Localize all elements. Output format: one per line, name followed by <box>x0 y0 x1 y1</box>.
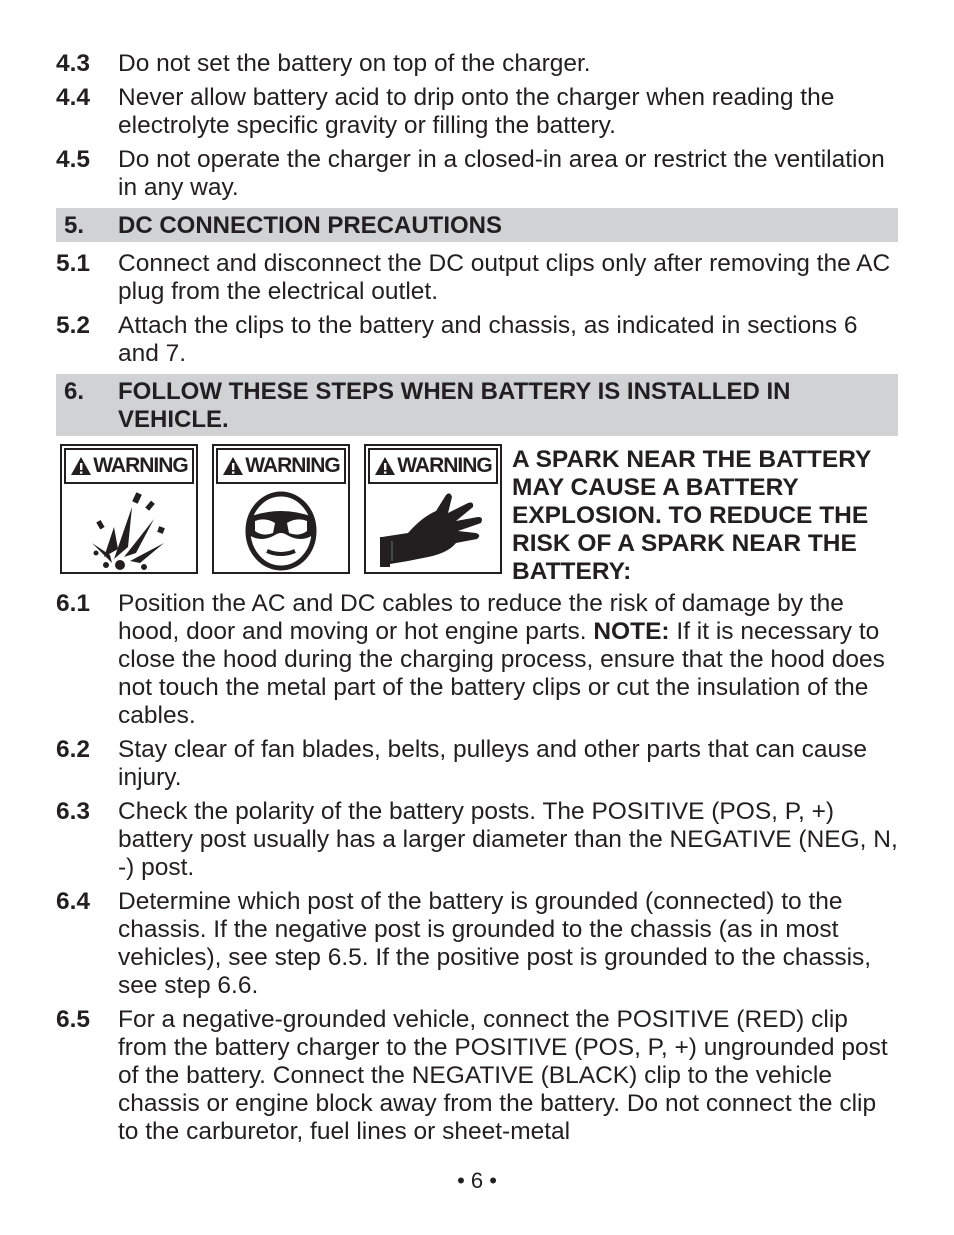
warning-box-goggles <box>212 444 350 574</box>
item-number: 5.1 <box>56 250 91 277</box>
item-number: 6.1 <box>56 590 91 617</box>
warning-triangle-icon <box>222 456 244 476</box>
item-text: Determine which post of the battery is grounded (connected) to the chassis. If the negative post is grounded to the chassis (as in most vehicles), see step 6.5. If the positive post is grounded to the chassis, see step 6.6. <box>118 888 872 999</box>
warning-triangle-icon <box>70 456 92 476</box>
glove-icon <box>378 487 488 571</box>
warning-row <box>56 444 898 586</box>
warning-label: WARNING <box>216 448 346 484</box>
list-item <box>56 888 898 1000</box>
item-number: 6.3 <box>56 798 91 825</box>
item-number: 4.3 <box>56 50 91 77</box>
warning-box-glove <box>364 444 502 574</box>
list-item <box>56 798 898 882</box>
section-number: 6. <box>64 378 85 405</box>
note-label: NOTE: <box>593 618 670 645</box>
item-number: 6.4 <box>56 888 91 915</box>
list-item <box>56 50 898 78</box>
item-text: For a negative-grounded vehicle, connect the POSITIVE (RED) clip from the battery charger to the POSITIVE (POS, P, +) ungrounded post of the battery. Connect the NEGATIVE (BLACK) clip to the vehicle chassis or engine block away from the battery. Do not connect the clip to the carburetor, fuel lines or sheet-metal <box>118 1006 888 1145</box>
section-heading-6 <box>56 374 898 436</box>
warning-triangle-icon <box>374 456 396 476</box>
warning-text: A SPARK NEAR THE BATTERY MAY CAUSE A BATTERY EXPLOSION. TO REDUCE THE RISK OF A SPARK NEAR THE BATTERY: <box>512 446 871 585</box>
item-number: 6.2 <box>56 736 91 763</box>
manual-page <box>56 50 898 1152</box>
item-number: 6.5 <box>56 1006 91 1033</box>
section-number: 5. <box>64 212 85 239</box>
warning-box-explosion <box>60 444 198 574</box>
list-item <box>56 736 898 792</box>
section-heading-5 <box>56 208 898 242</box>
warning-label: WARNING <box>368 448 498 484</box>
item-text: Never allow battery acid to drip onto the charger when reading the electrolyte specific gravity or filling the battery. <box>118 84 835 139</box>
item-text: Stay clear of fan blades, belts, pulleys and other parts that can cause injury. <box>118 736 868 791</box>
section-title: FOLLOW THESE STEPS WHEN BATTERY IS INSTALLED IN VEHICLE. <box>118 378 791 433</box>
item-text: Position the AC and DC cables to reduce the risk of damage by the hood, door and moving or hot engine parts. NOTE: If it is necessary to close the hood during the charging process, ensure that the hood does not touch the metal part of the battery clips or cut the insulation of the cables. <box>118 590 885 729</box>
explosion-icon <box>84 487 174 571</box>
item-text: Check the polarity of the battery posts. The POSITIVE (POS, P, +) battery post usually has a larger diameter than the NEGATIVE (NEG, N, -) post. <box>118 798 898 881</box>
list-item <box>56 312 898 368</box>
item-number: 4.5 <box>56 146 91 173</box>
list-item <box>56 250 898 306</box>
page-number: • 6 • <box>457 1168 497 1193</box>
item-number: 4.4 <box>56 84 91 111</box>
list-item <box>56 84 898 140</box>
item-number: 5.2 <box>56 312 91 339</box>
list-item <box>56 146 898 202</box>
safety-goggles-icon <box>239 487 323 571</box>
list-item <box>56 590 898 730</box>
warning-label: WARNING <box>64 448 194 484</box>
list-item <box>56 1006 898 1146</box>
item-text: Attach the clips to the battery and chassis, as indicated in sections 6 and 7. <box>118 312 858 367</box>
item-text: Do not operate the charger in a closed-in area or restrict the ventilation in any way. <box>118 146 885 201</box>
item-text: Do not set the battery on top of the charger. <box>118 50 591 77</box>
section-title: DC CONNECTION PRECAUTIONS <box>118 212 503 239</box>
item-text: Connect and disconnect the DC output clips only after removing the AC plug from the electrical outlet. <box>118 250 891 305</box>
